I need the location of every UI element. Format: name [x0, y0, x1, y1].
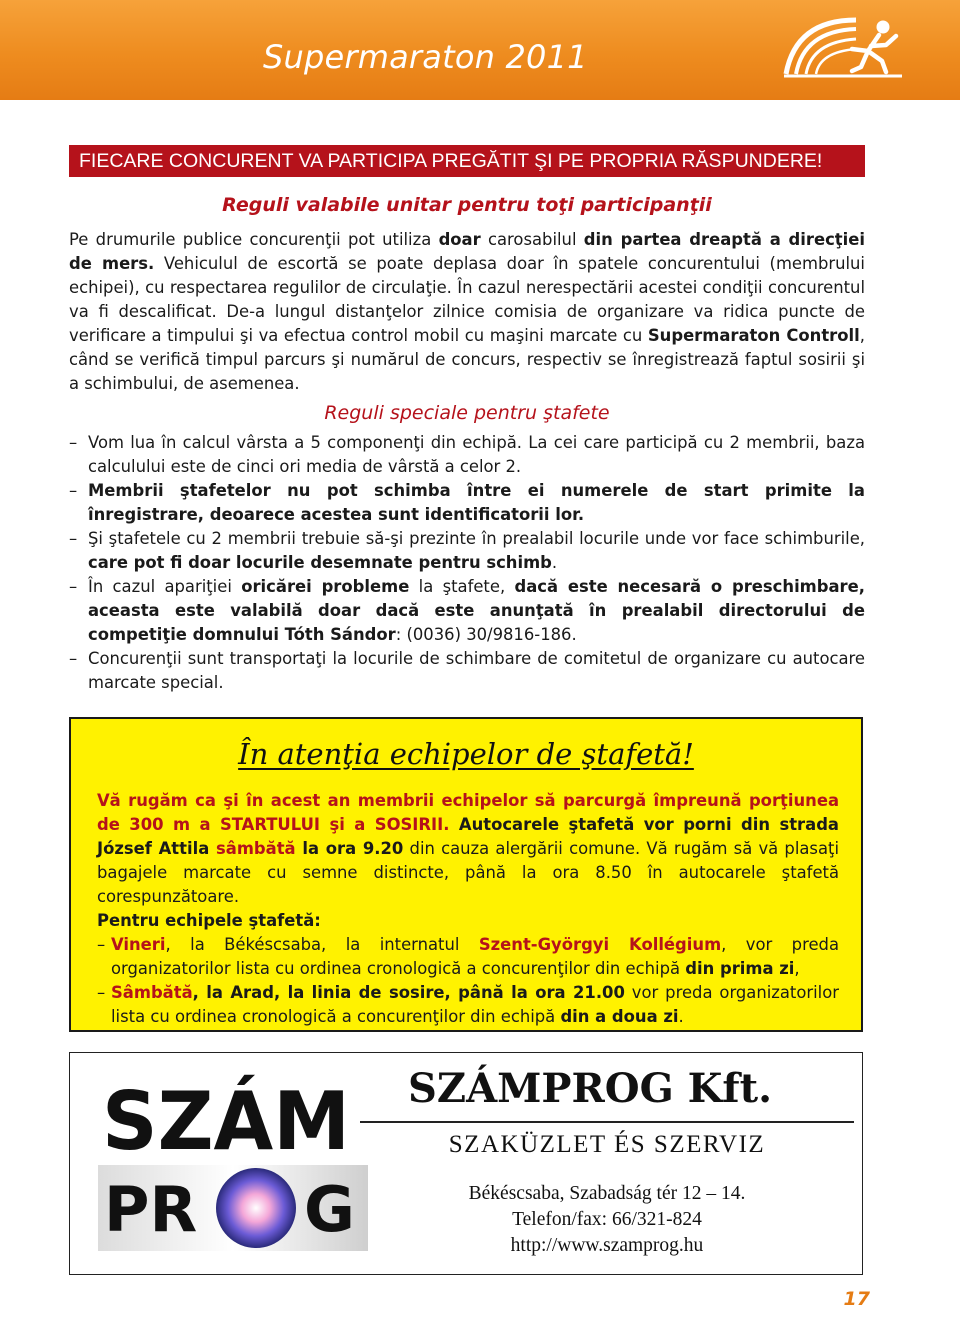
- relay-rule-text: Membrii ştafetelor nu pot schimba între ei numerele de start primite la înregistrare, deoarece acestea sunt identificatorii lor.: [88, 481, 865, 524]
- list-item: [69, 431, 865, 479]
- ad-address: Békéscsaba, Szabadság tér 12 – 14.: [468, 1183, 746, 1204]
- notice-bold-text: din prima zi: [685, 959, 795, 978]
- notice-red-text: Sâmbătă: [111, 983, 193, 1002]
- page-number: 17: [843, 1288, 870, 1310]
- relay-rules-heading: Reguli speciale pentru ştafete: [324, 402, 610, 424]
- notice-bold-text: , la Arad, la linia de sosire, până la ora 21.00: [192, 983, 625, 1002]
- relay-rule-text: la ştafete,: [409, 577, 515, 596]
- relay-rule-text: : (0036) 30/9816-186.: [395, 625, 577, 644]
- page-header: [0, 0, 960, 100]
- list-item: [97, 933, 839, 981]
- relay-rule-text: Şi ştafetele cu 2 membrii trebuie să-şi prezinte în prealabil locurile unde vor face schimburile,: [88, 529, 865, 548]
- rules-fragment: carosabilul: [480, 230, 584, 249]
- rules-fragment: Vehiculul de escortă se poate deplasa doar în spatele concurentului (membrului echipei), cu respectarea regulilor de circulaţie. În cazul nerespectării acestei condiţii concurentul va fi descalificat. De-a lungul distanţelor zilnice comisia de organizare va ridica puncte de verificare a timpului şi va efectua control mobil cu maşini marcate cu: [69, 254, 865, 345]
- notice-text: vor preda organizatorilor lista cu ordinea cronologică a concurenţilor din echipă: [111, 983, 839, 1026]
- notice-subheading: [97, 909, 839, 933]
- runner-logo-icon: [782, 14, 908, 82]
- header-title: Supermaraton 2011: [263, 38, 588, 76]
- ad-divider: [360, 1121, 854, 1123]
- relay-rule-text: Concurenţii sunt transportaţi la locurile de schimbare de comitetul de organizare cu autocare marcate special.: [88, 649, 865, 692]
- ad-phone: Telefon/fax: 66/321-824: [512, 1209, 702, 1230]
- relay-notice-box: [69, 717, 863, 1032]
- ad-subtitle: SZAKÜZLET ÉS SZERVIZ: [448, 1131, 766, 1158]
- szamprog-logo-icon: [98, 1065, 368, 1257]
- rules-emphasis: din partea dreaptă a direcţiei de mers.: [69, 230, 866, 273]
- list-item: [69, 479, 865, 527]
- notice-red-text: Szent-Györgyi Kollégium: [478, 935, 722, 954]
- notice-subheading-text: Pentru echipele ştafetă:: [97, 911, 321, 930]
- notice-text: din cauza alergării comune. Vă rugăm să vă plasaţi bagajele marcate cu semne distincte, până la ora 8.50 în autocarele ştafetă corespunzătoare.: [97, 839, 839, 906]
- general-rules-heading: Reguli valabile unitar pentru toţi participanţii: [222, 194, 712, 216]
- notice-title-text: În atenţia echipelor de ştafetă!: [238, 737, 694, 771]
- general-rules-text: [69, 228, 865, 396]
- notice-text: .: [678, 1007, 684, 1026]
- notice-paragraph: [97, 789, 839, 909]
- notice-red-text: sâmbătă: [216, 839, 296, 858]
- list-item: [69, 527, 865, 575]
- list-item: [69, 575, 865, 647]
- rules-emphasis: doar: [438, 230, 481, 249]
- notice-body: [97, 789, 839, 1029]
- relay-rules-list: [69, 431, 865, 695]
- notice-red-text: Vă rugăm ca şi în acest an membrii echipelor să parcurgă împreună porţiunea de 300 m a STARTULUI şi a SOSIRII.: [97, 791, 839, 834]
- relay-rule-emphasis: oricărei probleme: [241, 577, 410, 596]
- rules-emphasis: Supermaraton Controll: [647, 326, 860, 345]
- notice-bold-text: Autocarele ştafetă vor porni din strada József Attila: [97, 815, 839, 858]
- notice-bold-text: la ora 9.20: [295, 839, 404, 858]
- notice-text: , la Békéscsaba, la internatul: [165, 935, 479, 954]
- szamprog-advert: [69, 1052, 863, 1275]
- notice-text: , vor preda organizatorilor lista cu ordinea cronologică a concurenţilor din echipă: [111, 935, 839, 978]
- ad-company-name: SZÁMPROG Kft.: [408, 1065, 773, 1112]
- notice-bold-text: din a doua zi: [560, 1007, 679, 1026]
- notice-list: [97, 933, 839, 1029]
- rules-fragment: , când se verifică timpul parcurs şi numărul de concurs, respectiv se înregistrează faptul sosirii şi a schimbului, de asemenea.: [69, 326, 865, 393]
- notice-red-text: Vineri: [111, 935, 166, 954]
- relay-rule-text: În cazul apariţiei: [88, 577, 242, 596]
- list-item: [97, 981, 839, 1029]
- relay-rule-text: .: [551, 553, 558, 572]
- svg-text:G: G: [304, 1173, 355, 1246]
- ad-website-link[interactable]: http://www.szamprog.hu: [510, 1235, 704, 1256]
- warning-banner: FIECARE CONCURENT VA PARTICIPA PREGĂTIT ŞI PE PROPRIA RĂSPUNDERE!: [69, 145, 865, 177]
- list-item: [69, 647, 865, 695]
- notice-text: ,: [794, 959, 800, 978]
- relay-rule-emphasis: care pot fi doar locurile desemnate pentru schimb: [88, 553, 552, 572]
- rules-fragment: Pe drumurile publice concurenţii pot utiliza: [69, 230, 439, 249]
- svg-text:PR: PR: [104, 1173, 198, 1246]
- relay-rule-emphasis: dacă este necesară o preschimbare, aceasta este valabilă doar dacă este anunţată în prealabil directorului de competiţie domnului Tóth Sándor: [88, 577, 865, 644]
- notice-title: [71, 737, 861, 771]
- svg-text:SZÁM: SZÁM: [102, 1075, 360, 1168]
- relay-rule-text: Vom lua în calcul vârsta a 5 componenţi din echipă. La cei care participă cu 2 membrii, baza calculului este de cinci ori media de vârstă a celor 2.: [88, 433, 865, 476]
